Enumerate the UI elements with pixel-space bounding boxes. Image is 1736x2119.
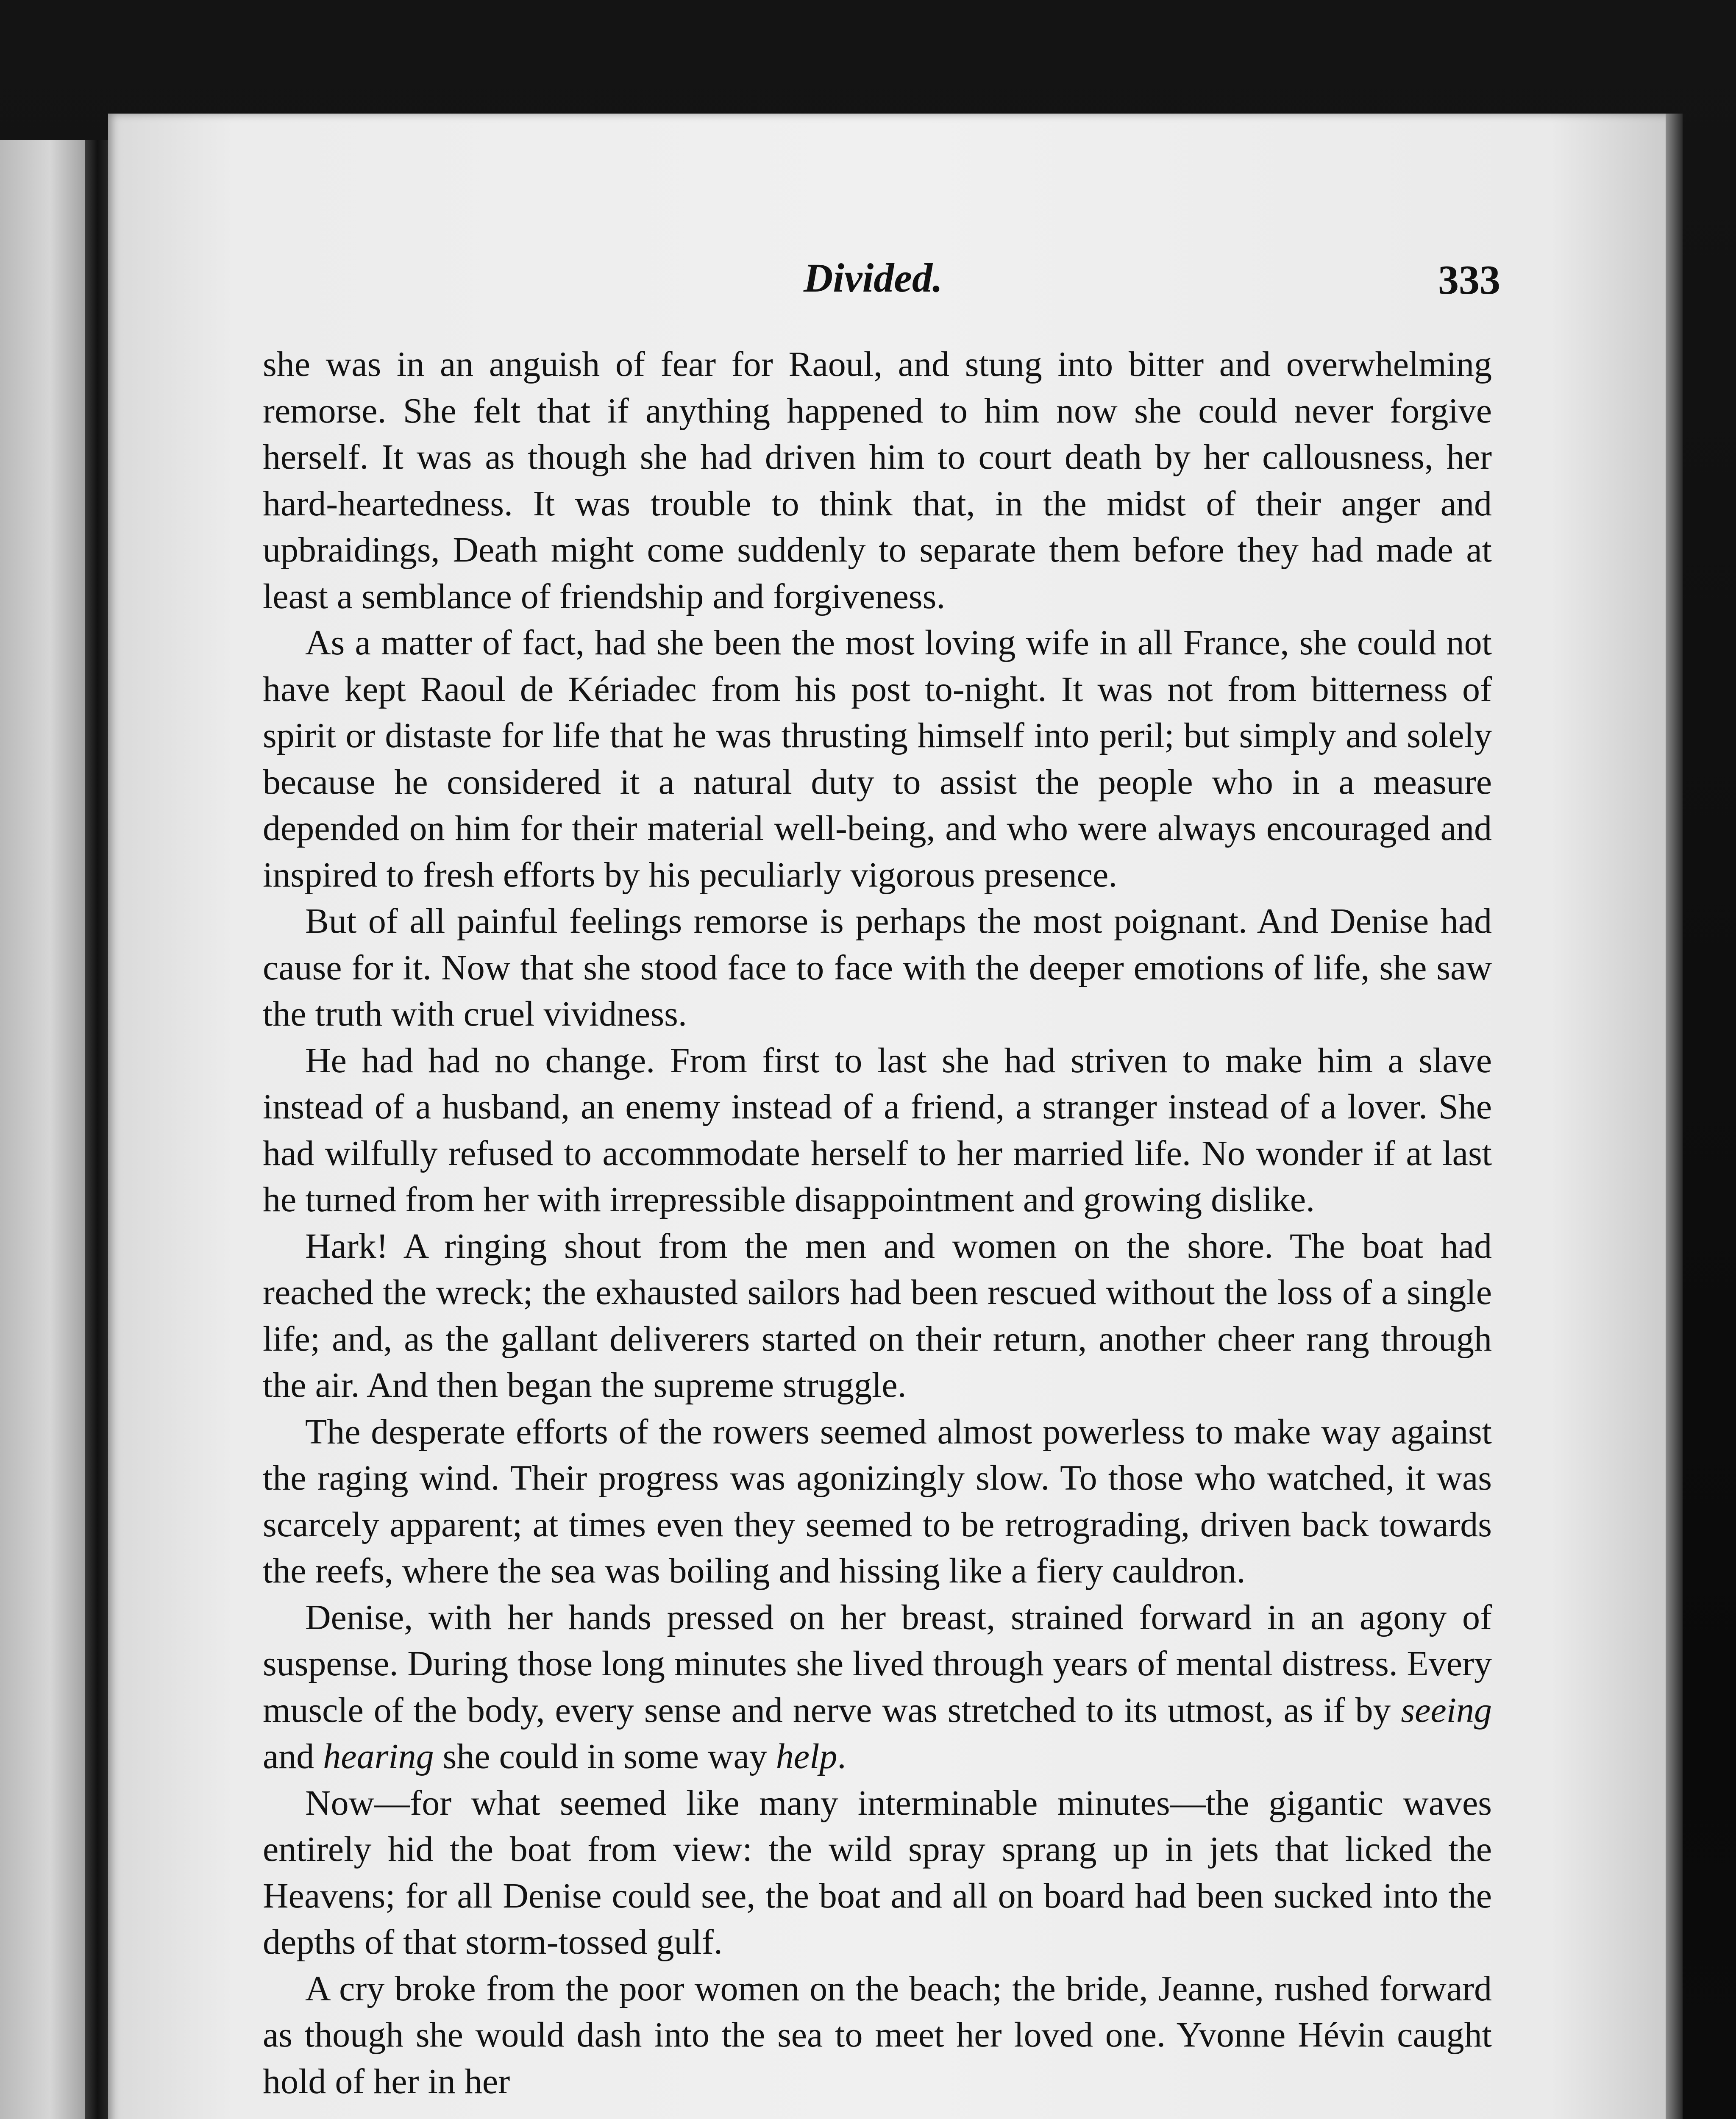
page-edge-shadow (1666, 114, 1683, 2119)
paragraph-text: and (263, 1737, 323, 1776)
emphasis-seeing: seeing (1401, 1690, 1492, 1730)
paragraph: A cry broke from the poor women on the beach; the bride, Jeanne, rushed forward as though she would dash into the sea to meet her loved one. Yvonne Hévin caught hold of her in her (263, 1969, 1492, 2101)
paragraph-text: Denise, with her hands pressed on her breast, strained forward in an agony of suspense. During those long minutes she lived through years of mental distress. Every muscle of the body, every sense and nerve was stretched to its utmost, as if by (263, 1597, 1492, 1730)
book-gutter (85, 140, 110, 2119)
running-head: Divided. (804, 255, 943, 300)
paragraph: she was in an anguish of fear for Raoul, and stung into bitter and overwhelming remorse. She felt that if anything happened to him now she could never forgive herself. It was as though she had driven him to court death by her callousness, her hard-heartedness. It was trouble to think that, in the midst of their anger and upbraidings, Death might come suddenly to separate them before they had made at least a semblance of friendship and forgiveness. (263, 345, 1492, 616)
paragraph-text: . (837, 1737, 846, 1776)
paragraph: The desperate efforts of the rowers seemed almost powerless to make way against the raging wind. Their progress was agonizingly slow. To those who watched, it was scarcely apparent; at times even they seemed to be retrograding, driven back towards the reefs, where the sea was boiling and hissing like a fiery cauldron. (263, 1412, 1492, 1591)
paragraph: He had had no change. From first to last she had striven to make him a slave instead of a husband, an enemy instead of a friend, a stranger instead of a lover. She had wilfully refused to accommodate herself to her married life. No wonder if at last he turned from her with irrepressible disappointment and growing dislike. (263, 1040, 1492, 1219)
emphasis-help: help (776, 1737, 837, 1776)
paragraph: But of all painful feelings remorse is perhaps the most poignant. And Denise had cause for it. Now that she stood face to face with the deeper emotions of life, she saw the truth with cruel vividness. (263, 901, 1492, 1034)
paragraph (263, 1594, 1492, 1780)
facing-page-edge (0, 140, 91, 2119)
page-number: 333 (1438, 257, 1500, 303)
body-text (263, 341, 1492, 2105)
paragraph: As a matter of fact, had she been the most loving wife in all France, she could not have kept Raoul de Kériadec from his post to-night. It was not from bitterness of spirit or distaste for life that he was thrusting himself into peril; but simply and solely because he considered it a natural duty to assist the people who in a measure depended on him for their material well-being, and who were always encouraged and inspired to fresh efforts by his peculiarly vigorous presence. (263, 623, 1492, 895)
paragraph-text: she could in some way (434, 1737, 776, 1776)
paragraph: Hark! A ringing shout from the men and women on the shore. The boat had reached the wreck; the exhausted sailors had been rescued without the loss of a single life; and, as the gallant deliverers started on their return, another cheer rang through the air. And then began the supreme struggle. (263, 1226, 1492, 1405)
emphasis-hearing: hearing (323, 1737, 434, 1776)
paragraph: Now—for what seemed like many interminable minutes—the gigantic waves entirely hid the boat from view: the wild spray sprang up in jets that licked the Heavens; for all Denise could see, the boat and all on board had been sucked into the depths of that storm-tossed gulf. (263, 1783, 1492, 1962)
